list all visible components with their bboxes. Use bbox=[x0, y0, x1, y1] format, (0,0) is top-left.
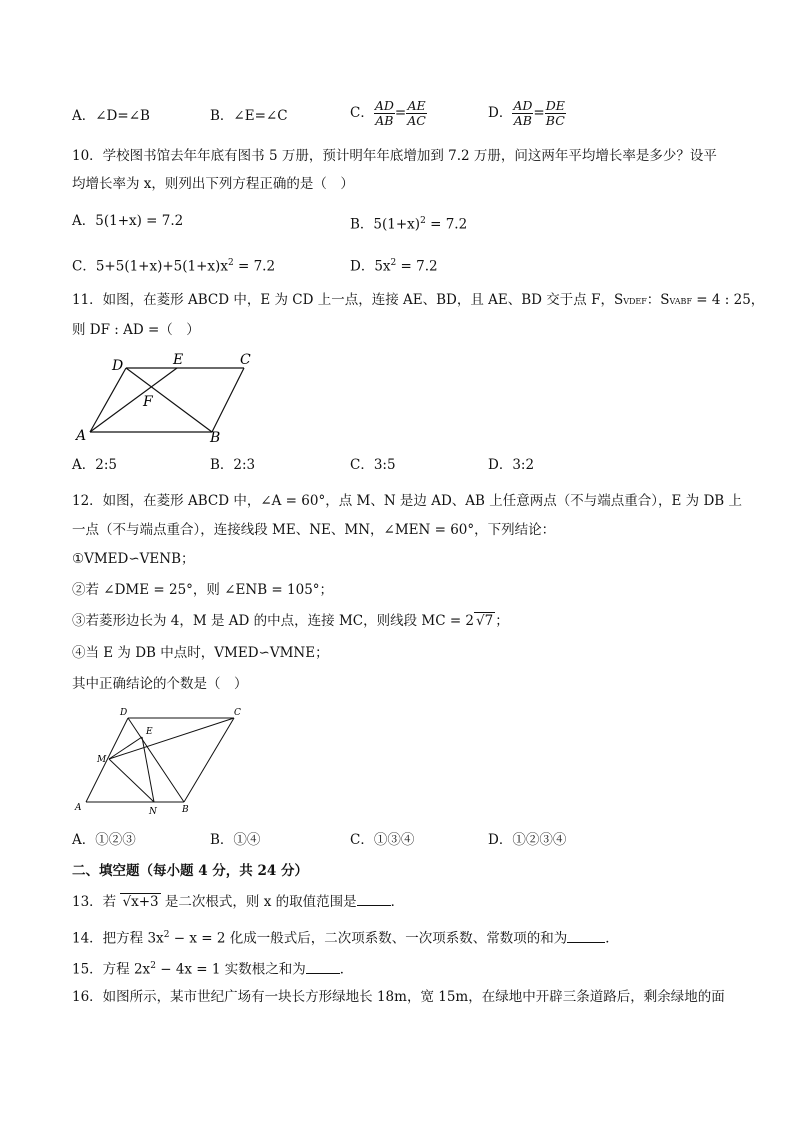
q12-rhombus-figure bbox=[72, 704, 252, 824]
section-2-title: 二、填空题（每小题 4 分，共 24 分） bbox=[72, 863, 308, 879]
q11-option-b[interactable]: B．2:3 bbox=[210, 457, 256, 473]
q15: 15．方程 $2x^2 - 4x = 1$ 实数根之和为 ． bbox=[72, 961, 354, 978]
q9-option-d[interactable]: D． $\frac{AD}{AB}$ = $\frac{DE}{BC}$ bbox=[488, 98, 565, 128]
q16-stem-line1: 16．如图所示，某市世纪广场有一块长方形绿地长 18m，宽 15m，在绿地中开辟三条道路后，剩余绿地的面 bbox=[72, 989, 725, 1005]
fraction: $\frac{AD}{AB}$ bbox=[513, 98, 533, 128]
label-N: N bbox=[149, 807, 157, 817]
q10-stem-line2: 均增长率为 x，则列出下列方程正确的是（ ） bbox=[72, 176, 354, 192]
fraction: $\frac{AD}{AB}$ bbox=[374, 98, 394, 128]
q10-option-a[interactable]: A．5(1+x) = 7.2 bbox=[72, 213, 184, 229]
q12-statement-4: ④当 E 为 DB 中点时，VMED∽VMNE； bbox=[72, 645, 329, 661]
q12-statement-1: ①VMED∽VENB； bbox=[72, 551, 195, 567]
q12-option-b[interactable]: B．①④ bbox=[210, 832, 261, 848]
q12-option-d[interactable]: D．①②③④ bbox=[488, 832, 567, 848]
answer-blank[interactable] bbox=[357, 893, 391, 906]
label-M: M bbox=[97, 755, 107, 765]
q12-stem-line2: 一点（不与端点重合），连接线段 ME、NE、MN，∠MEN = 60°，下列结论： bbox=[72, 522, 556, 538]
q10-option-b[interactable]: B．$5(1+x)^2 = 7.2$ bbox=[350, 216, 468, 233]
q9-option-a[interactable]: A．∠D=∠B bbox=[72, 108, 150, 124]
q12-statement-3: ③若菱形边长为 4，M 是 AD 的中点，连接 MC，则线段 MC = 2 √7 ； bbox=[72, 613, 509, 629]
label-D: D bbox=[112, 358, 124, 374]
label-E: E bbox=[173, 352, 184, 368]
answer-blank[interactable] bbox=[567, 930, 605, 943]
q10-option-d[interactable]: D．$5x^2 = 7.2$ bbox=[350, 258, 438, 275]
fraction: $\frac{DE}{BC}$ bbox=[545, 98, 565, 128]
q10-stem-line1: 10．学校图书馆去年年底有图书 5 万册，预计明年年底增加到 7.2 万册，问这两年平均增长率是多少？设平 bbox=[72, 148, 717, 164]
q12-ask: 其中正确结论的个数是（ ） bbox=[72, 676, 248, 692]
q11-stem-line1: 11．如图，在菱形 ABCD 中，E 为 CD 上一点，连接 AE、BD，且 AE、BD 交于点 F，SVDEF：SVABF = 4 : 25， bbox=[72, 292, 765, 308]
label-A: A bbox=[76, 428, 87, 444]
q12-option-a[interactable]: A．①②③ bbox=[72, 832, 136, 848]
label-D: D bbox=[120, 708, 128, 718]
label-C: C bbox=[240, 352, 251, 368]
q9-option-b[interactable]: B．∠E=∠C bbox=[210, 108, 288, 124]
label-F: F bbox=[143, 394, 153, 410]
q10-option-c[interactable]: C．$5+5(1+x)+5(1+x)x^2 = 7.2$ bbox=[72, 258, 276, 275]
label-E: E bbox=[146, 727, 153, 737]
q13: 13．若 √x+3 是二次根式，则 x 的取值范围是 ． bbox=[72, 894, 405, 910]
q11-stem-line2: 则 DF : AD =（ ） bbox=[72, 322, 200, 338]
label-B: B bbox=[210, 430, 221, 446]
q11-option-a[interactable]: A．2:5 bbox=[72, 457, 117, 473]
answer-blank[interactable] bbox=[306, 961, 340, 974]
q11-rhombus-figure bbox=[72, 350, 262, 446]
label-A: A bbox=[75, 803, 82, 813]
label-B: B bbox=[182, 805, 189, 815]
q9-option-c[interactable]: C． $\frac{AD}{AB}$ = $\frac{AE}{AC}$ bbox=[350, 98, 426, 128]
fraction: $\frac{AE}{AC}$ bbox=[407, 98, 426, 128]
q12-option-c[interactable]: C．①③④ bbox=[350, 832, 415, 848]
label-C: C bbox=[234, 708, 241, 718]
q11-option-c[interactable]: C．3:5 bbox=[350, 457, 396, 473]
q12-statement-2: ②若 ∠DME = 25°，则 ∠ENB = 105°； bbox=[72, 582, 334, 598]
q11-option-d[interactable]: D．3:2 bbox=[488, 457, 535, 473]
q14: 14．把方程 $3x^2 - x = 2$ 化成一般式后，二次项系数、一次项系数、常数项的和为 ． bbox=[72, 930, 619, 947]
q12-stem-line1: 12．如图，在菱形 ABCD 中，∠A = 60°，点 M、N 是边 AD、AB 上任意两点（不与端点重合），E 为 DB 上 bbox=[72, 493, 742, 509]
